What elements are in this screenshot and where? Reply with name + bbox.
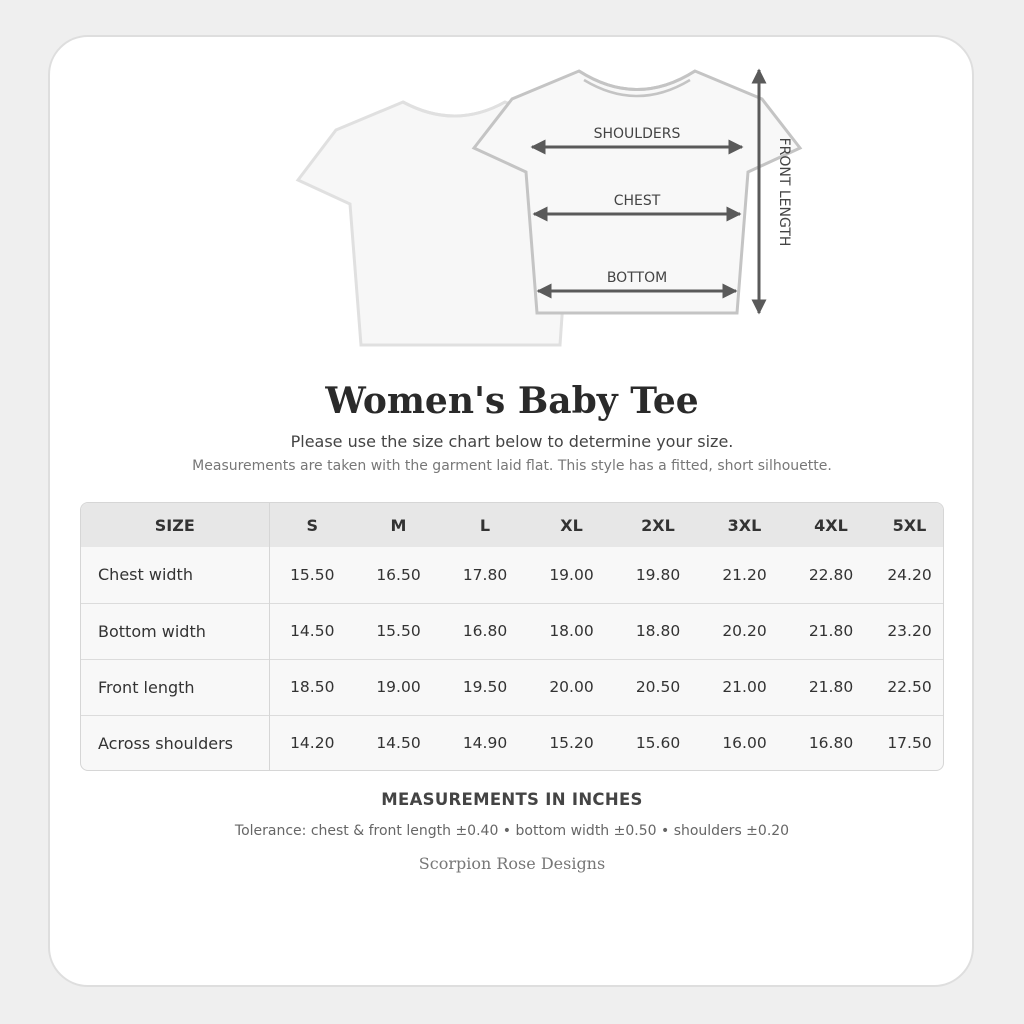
table-row	[81, 659, 944, 715]
table-cell: 15.60	[635, 734, 681, 753]
size-header-cell: M	[390, 515, 407, 535]
table-row	[81, 547, 944, 603]
brand-name: Scorpion Rose Designs	[418, 854, 606, 873]
table-cell: 16.80	[462, 622, 508, 640]
bottom-label: BOTTOM	[606, 270, 668, 286]
table-cell: 21.80	[808, 678, 854, 696]
table-cell: 22.50	[887, 678, 932, 696]
row-label: Across shoulders	[81, 715, 269, 771]
table-cell: 24.20	[887, 565, 932, 584]
table-cell: 15.20	[549, 734, 594, 753]
table-cell: 14.90	[462, 734, 508, 753]
table-cell: 21.20	[722, 565, 767, 584]
table-cell: 20.50	[635, 678, 681, 696]
table-cell: 20.20	[722, 622, 767, 640]
size-header-cell: 5XL	[892, 515, 927, 535]
table-cell: 14.50	[376, 734, 421, 753]
size-table	[81, 503, 944, 771]
tolerance-note: Tolerance: chest & front length ±0.40 • bottom width ±0.50 • shoulders ±0.20	[234, 823, 790, 839]
table-cell: 20.00	[549, 678, 594, 696]
tee-measurement-diagram	[0, 0, 1024, 370]
table-cell: 18.80	[635, 622, 681, 640]
table-cell: 19.00	[549, 565, 594, 584]
size-header-cell: XL	[560, 515, 583, 535]
row-label: Front length	[81, 659, 269, 715]
table-cell: 19.50	[462, 678, 508, 696]
size-header-cell: 2XL	[641, 515, 675, 535]
size-table-container	[80, 502, 944, 771]
table-cell: 18.00	[549, 622, 594, 640]
table-cell: 17.80	[462, 565, 508, 584]
table-cell: 15.50	[376, 622, 421, 640]
chest-label: CHEST	[613, 193, 661, 209]
table-cell: 16.00	[722, 734, 767, 753]
size-header-cell: 4XL	[814, 515, 848, 535]
table-cell: 15.50	[290, 565, 335, 584]
size-header-row	[81, 503, 944, 547]
table-cell: 23.20	[887, 622, 932, 640]
table-cell: 14.50	[290, 622, 335, 640]
table-row	[81, 603, 944, 659]
row-label: Chest width	[81, 547, 269, 603]
table-cell: 14.20	[290, 734, 335, 753]
row-label: Bottom width	[81, 603, 269, 659]
size-header-label: SIZE	[81, 503, 269, 547]
table-cell: 21.80	[808, 622, 854, 640]
size-header-cell: 3XL	[727, 515, 762, 535]
units-heading: MEASUREMENTS IN INCHES	[381, 790, 643, 809]
size-header-cell: L	[479, 515, 491, 535]
table-cell: 16.50	[376, 565, 421, 584]
shoulders-label: SHOULDERS	[593, 126, 681, 142]
table-cell: 19.00	[376, 678, 421, 696]
table-cell: 16.80	[808, 734, 854, 753]
instructions-text: Please use the size chart below to determine your size.	[290, 432, 734, 451]
table-cell: 19.80	[635, 565, 681, 584]
table-cell: 17.50	[887, 734, 932, 753]
table-row	[81, 715, 944, 771]
measurement-note: Measurements are taken with the garment laid flat. This style has a fitted, short silhouette.	[192, 458, 832, 474]
product-title: Women's Baby Tee	[325, 380, 699, 422]
table-cell: 18.50	[290, 678, 335, 696]
size-header-cell: S	[306, 515, 319, 535]
front-length-label: FRONT LENGTH	[776, 137, 792, 247]
table-cell: 21.00	[722, 678, 767, 696]
table-cell: 22.80	[808, 565, 854, 584]
